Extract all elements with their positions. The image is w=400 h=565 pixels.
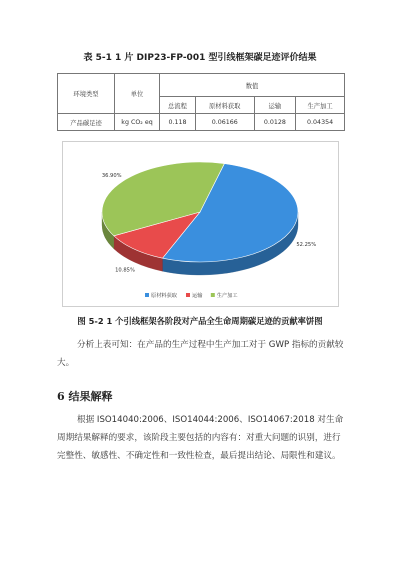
legend-label-2: 生产加工: [216, 293, 238, 299]
pie-label-1: 10.85%: [115, 267, 135, 274]
cell-raw-material: 0.06166: [195, 114, 254, 131]
legend-swatch-0: [145, 293, 149, 297]
analysis-paragraph: 分析上表可知：在产品的生产过程中生产加工对于 GWP 指标的贡献较大。: [57, 340, 344, 368]
legend-swatch-2: [211, 293, 215, 297]
carbon-footprint-table: [57, 73, 345, 131]
table-row: [58, 114, 345, 131]
header-value: 数值: [160, 74, 345, 97]
section-body: 根据 ISO14040:2006、ISO14044:2006、ISO14067:2018 对生命周期结果解释的要求，该阶段主要包括的内容有：对重大问题的识别，进行完整性、敏感性、不确定性和一致性检查，最后提出结论、局限性和建议。: [57, 415, 344, 461]
cell-transport: 0.0128: [254, 114, 296, 131]
legend-label-1: 运输: [192, 293, 203, 299]
legend-swatch-1: [186, 293, 190, 297]
chart-frame: [62, 141, 339, 307]
cell-env-type: 产品碳足迹: [58, 114, 115, 131]
table-title: 表 5-1 1 片 DIP23-FP-001 型引线框架碳足迹评价结果: [83, 53, 317, 63]
cell-production: 0.04354: [296, 114, 345, 131]
header-unit: 单位: [115, 74, 160, 114]
pie-label-2: 36.90%: [101, 173, 122, 180]
section-title: 6 结果解释: [57, 390, 113, 403]
cell-total: 0.118: [160, 114, 196, 131]
pie-label-0: 52.25%: [296, 241, 317, 248]
header-total: 总流程: [160, 97, 196, 114]
header-env-type: 环境类型: [58, 74, 115, 114]
chart-legend: [145, 291, 238, 299]
legend-label-0: 原材料获取: [151, 293, 177, 299]
header-transport: 运输: [254, 97, 296, 114]
figure-caption: 图 5-2 1 个引线框架各阶段对产品全生命周期碳足迹的贡献率饼图: [77, 316, 323, 326]
header-raw-material: 原材料获取: [195, 97, 254, 114]
cell-unit: kg CO₂ eq: [115, 114, 160, 131]
header-production: 生产加工: [296, 97, 345, 114]
pie-chart: [63, 142, 338, 306]
